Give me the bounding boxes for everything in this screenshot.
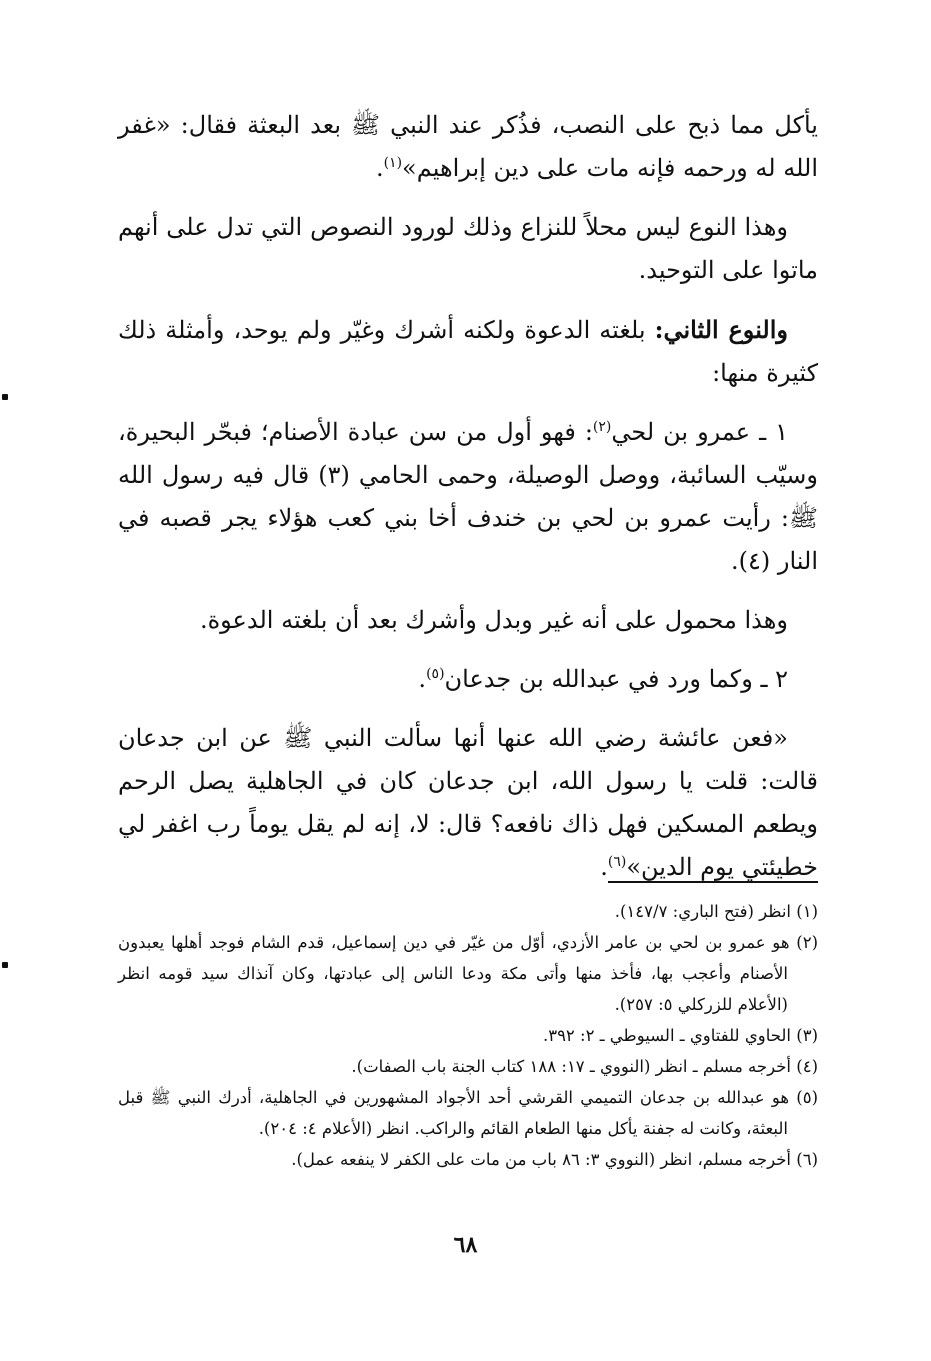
paragraph-1 [118,104,818,190]
footnote-1: (١) انظر (فتح الباري: ١٤٧/٧). [614,902,818,921]
paragraph-5 [118,599,818,642]
paragraph-6 [118,658,818,701]
footnote-6: (٦) أخرجه مسلم، انظر (النووي ٣: ٨٦ باب من مات على الكفر لا ينفعه عمل). [291,1150,818,1169]
paragraph-text: ٢ ـ وكما ورد في عبدالله بن جدعان [444,665,788,693]
footnote-ref-2[interactable]: (٢) [592,419,612,435]
paragraph-text: بلغته الدعوة ولكنه أشرك وغيّر ولم يوحد، وأمثلة ذلك كثيرة منها: [118,316,818,387]
paragraph-text: وهذا النوع ليس محلاً للنزاع وذلك لورود النصوص التي تدل على أنهم ماتوا على التوحيد. [118,213,818,284]
paragraph-tail: . [418,665,427,693]
scan-mark [2,394,8,400]
footnote-ref-6[interactable]: (٦) [607,854,627,870]
footnote-2: (٢) هو عمرو بن لحي بن عامر الأزدي، أوّل من غيّر في دين إسماعيل، قدم الشام فوجد أهلها يعبدون الأصنام وأعجب بها، فأخذ منها وأتى مكة ودعا الناس إلى عبادتها، وكان آنذاك سيد قومه انظر (الأعلام للزركلي ٥: ٢٥٧). [118,933,818,1014]
paragraph-3 [118,308,818,395]
paragraph-2 [118,206,818,292]
main-text [118,104,818,905]
footnote-4: (٤) أخرجه مسلم ـ انظر (النووي ـ ١٧: ١٨٨ كتاب الجنة باب الصفات). [351,1057,818,1076]
paragraph-tail: : فهو أول من سن عبادة الأصنام؛ فبحّر البحيرة، وسيّب السائبة، ووصل الوصيلة، وحمى الحامي (٣) قال فيه رسول الله ﷺ: رأيت عمرو بن لحي بن خندف أخا بني كعب هؤلاء يجر قصبه في النار (٤). [118,418,819,575]
footnotes [118,896,818,1175]
paragraph-text: ١ ـ عمرو بن لحي [611,418,788,446]
footnote-3: (٣) الحاوي للفتاوي ـ السيوطي ـ ٢: ٣٩٢. [542,1026,818,1045]
footnote-ref-1[interactable]: (١) [383,155,403,171]
paragraph-text: «فعن عائشة رضي الله عنها أنها سألت النبي ﷺ عن ابن جدعان قالت: قلت يا رسول الله، ابن جدعان كان في الجاهلية يصل الرحم ويطعم المسكين فهل ذاك نافعه؟ قال: لا، إنه لم يقل يوماً رب اغفر لي خطيئتي يوم الدين» [118,724,819,881]
paragraph-tail: . [375,154,384,182]
paragraph-text: يأكل مما ذبح على النصب، فذُكر عند النبي ﷺ بعد البعثة فقال: «غفر الله له ورحمه فإنه مات على دين إبراهيم» [118,111,818,182]
section-heading: والنوع الثاني: [654,315,789,344]
footnote-divider [608,881,818,883]
page-number: ٦٨ [453,1232,478,1258]
paragraph-tail: . [600,853,608,881]
paragraph-4 [118,411,818,583]
scan-mark [2,962,8,968]
paragraph-7 [118,717,818,889]
footnote-5: (٥) هو عبدالله بن جدعان التميمي القرشي أحد الأجواد المشهورين في الجاهلية، أدرك النبي ﷺ قبل البعثة، وكانت له جفنة يأكل منها الطعام القائم والراكب. انظر (الأعلام ٤: ٢٠٤). [118,1088,818,1138]
footnote-ref-5[interactable]: (٥) [426,666,445,682]
paragraph-text: وهذا محمول على أنه غير وبدل وأشرك بعد أن بلغته الدعوة. [199,606,788,634]
